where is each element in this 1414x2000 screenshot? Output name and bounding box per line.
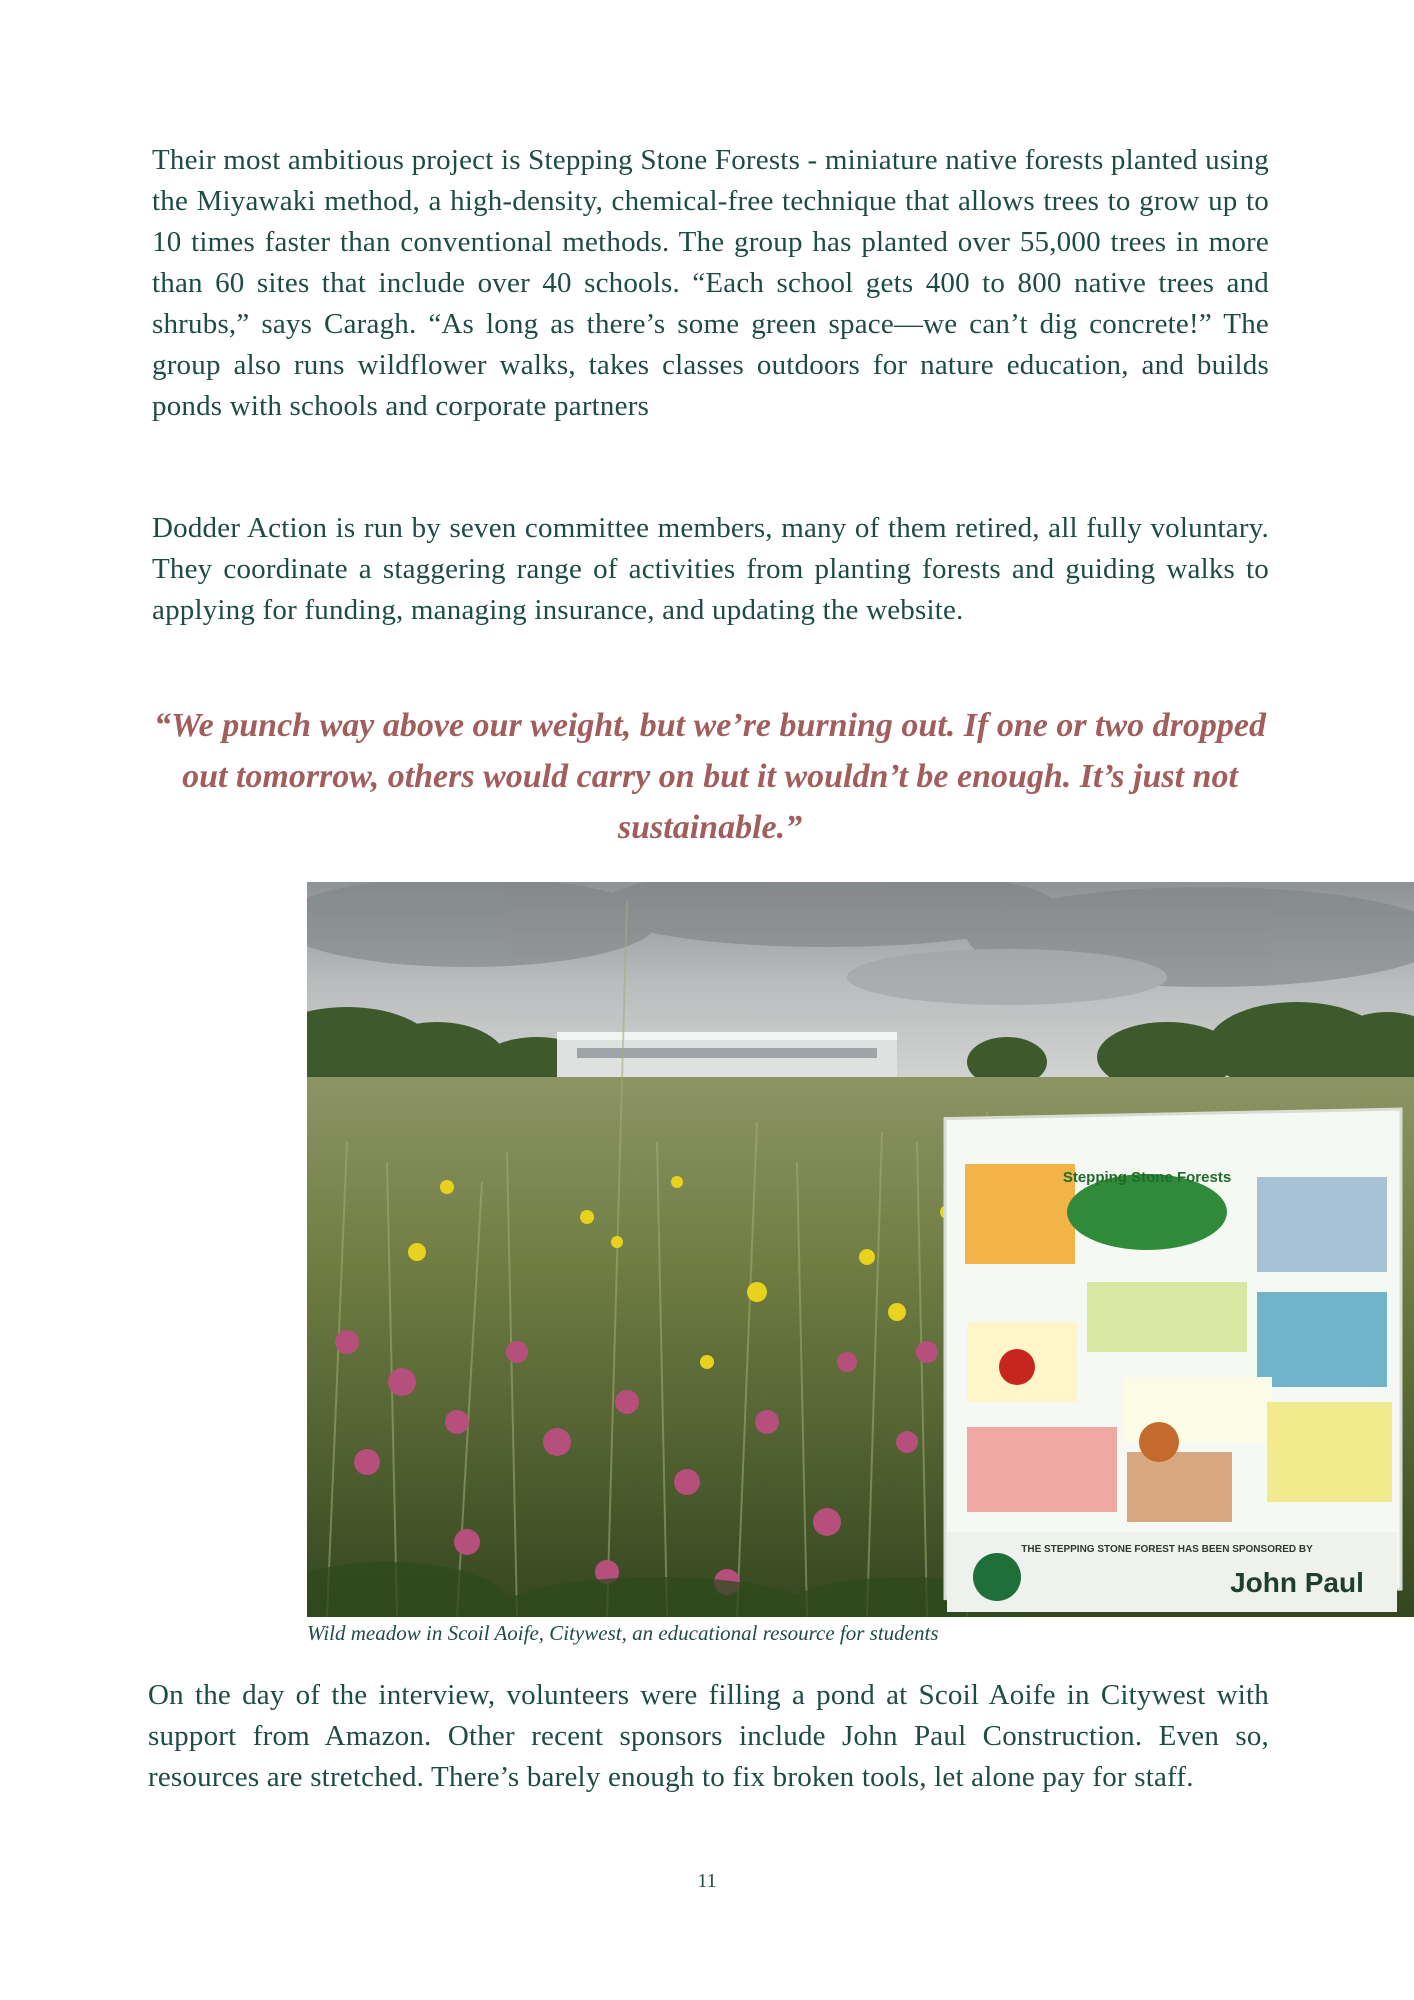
sign-sponsor-name: John Paul <box>1230 1567 1364 1598</box>
sign-panel-tan <box>1127 1452 1232 1522</box>
meadow-photo <box>307 882 1414 1617</box>
page-number: 11 <box>697 1870 717 1892</box>
meadow-photo-illustration <box>307 882 1414 1617</box>
figure-caption: Wild meadow in Scoil Aoife, Citywest, an educational resource for students <box>307 1621 939 1645</box>
body-paragraph-2: Dodder Action is run by seven committee members, many of them retired, all fully voluntary. They coordinate a staggering range of activities from planting forests and guiding walks to applying for funding, managing insurance, and updating the website. <box>152 512 1269 626</box>
sign-ladybird-icon <box>999 1349 1035 1385</box>
body-paragraph-1: Their most ambitious project is Stepping Stone Forests - miniature native forests planted using the Miyawaki method, a high-density, chemical-free technique that allows trees to grow up to 10 times faster than conventional methods. The group has planted over 55,000 trees in more than 60 sites that include over 40 schools. “Each school gets 400 to 800 native trees and shrubs,” says Caragh. “As long as there’s some green space—we can’t dig concrete!” The group also runs wildflower walks, takes classes outdoors for nature education, and builds ponds with schools and corporate partners <box>152 144 1269 422</box>
sign-panel-orange <box>965 1164 1075 1264</box>
sign-panel-blue <box>1257 1177 1387 1272</box>
sign-panel-lime <box>1267 1402 1392 1502</box>
sign-fox-icon <box>1139 1422 1179 1462</box>
info-sign <box>945 1109 1401 1612</box>
sign-panel-teal <box>1257 1292 1387 1387</box>
pull-quote: “We punch way above our weight, but we’re burning out. If one or two dropped out tomorrow, others would carry on but it wouldn’t be enough. It’s just not sustainable.” <box>153 707 1267 846</box>
distant-building <box>557 1032 897 1077</box>
body-paragraph-3: On the day of the interview, volunteers were filling a pond at Scoil Aoife in Citywest with support from Amazon. Other recent sponsors include John Paul Construction. Even so, resources are stretched. There’s barely enough to fix broken tools, let alone pay for staff. <box>148 1679 1269 1793</box>
sign-title: Stepping Stone Forests <box>1062 1169 1232 1186</box>
sign-panel-green <box>1087 1282 1247 1352</box>
sign-seal-icon <box>973 1553 1021 1601</box>
sign-panel-pink <box>967 1427 1117 1512</box>
sign-footer-text: THE STEPPING STONE FOREST HAS BEEN SPONSORED BY <box>1021 1544 1313 1555</box>
